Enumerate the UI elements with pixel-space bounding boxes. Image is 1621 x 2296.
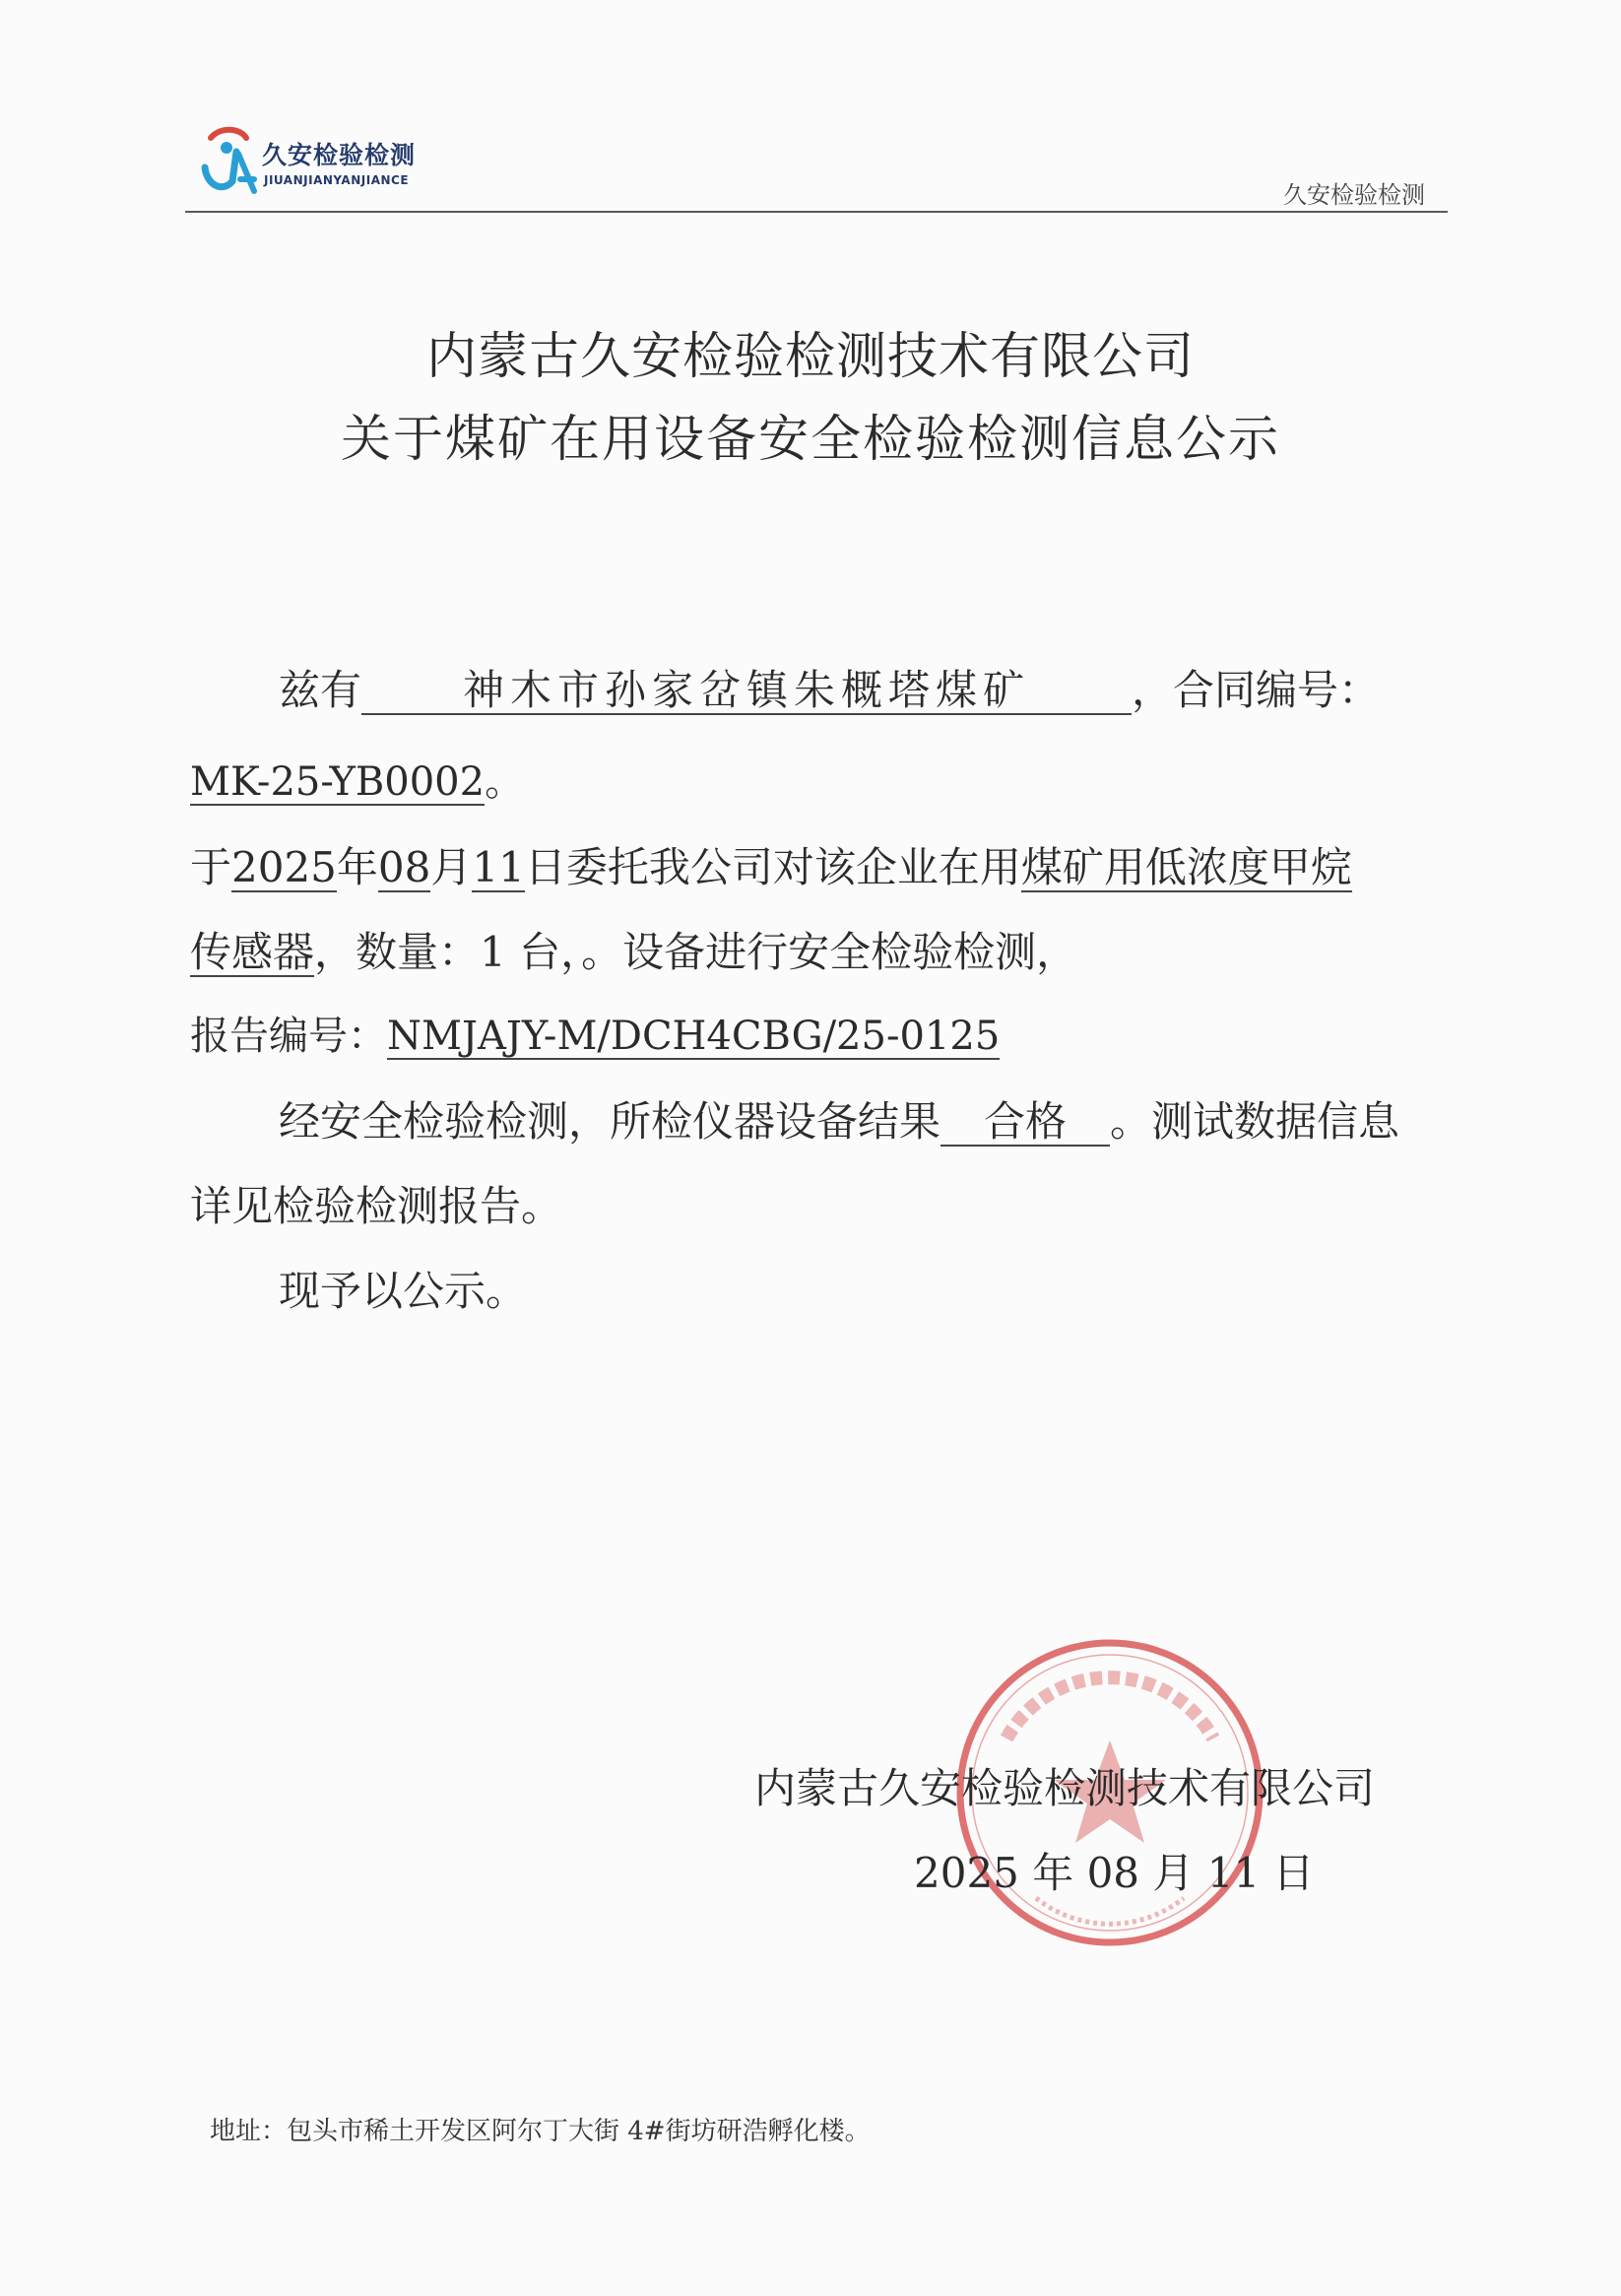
body-line-6: 经安全检验检测，所检仪器设备结果 合格 。测试数据信息 <box>279 1097 1400 1146</box>
body-line-1 <box>279 658 1380 717</box>
day-field: 11 <box>472 843 525 891</box>
logo-text-cn: 久安检验检测 <box>262 141 417 169</box>
month-field: 08 <box>377 843 431 891</box>
header-divider <box>185 211 1448 213</box>
footer-address: 地址：包头市稀土开发区阿尔丁大街 4#街坊研浩孵化楼。 <box>210 2117 871 2146</box>
signature-company: 内蒙古久安检验检测技术有限公司 <box>754 1764 1376 1812</box>
contract-label: ，合同编号： <box>1132 666 1381 714</box>
company-name-field: 神木市孙家岔镇朱概塔煤矿 <box>361 668 1132 715</box>
quantity-text: ，数量：1 台，。设备进行安全检验检测， <box>314 928 1078 976</box>
body-line-8: 现予以公示。 <box>279 1267 528 1315</box>
logo-text-en: JIUANJIANYANJIANCE <box>264 173 410 187</box>
intro-text: 兹有 <box>279 666 362 714</box>
device-name-field-cont: 传感器 <box>190 928 315 976</box>
result-field: 合格 <box>940 1099 1110 1147</box>
document-title-line2: 关于煤矿在用设备安全检验检测信息公示 <box>340 411 1280 469</box>
body-line-7: 详见检验检测报告。 <box>190 1182 563 1230</box>
report-number-field: NMJAJY-M/DCH4CBG/25-0125 <box>387 1014 1001 1059</box>
logo-mark-icon <box>197 124 260 197</box>
body-line-2: MK-25-YB0002。 <box>190 759 525 805</box>
contract-number-field: MK-25-YB0002 <box>190 759 486 805</box>
company-logo <box>197 124 453 201</box>
header-label: 久安检验检测 <box>1283 181 1425 209</box>
device-name-field: 煤矿用低浓度甲烷 <box>1020 843 1352 891</box>
year-field: 2025 <box>231 843 337 891</box>
body-line-3: 于2025年08月11日委托我公司对该企业在用煤矿用低浓度甲烷 <box>190 843 1352 891</box>
body-line-5 <box>190 1005 1000 1061</box>
body-line-4 <box>190 920 1077 979</box>
report-label: 报告编号： <box>190 1014 387 1059</box>
signature-date: 2025 年 08 月 11 日 <box>914 1849 1315 1897</box>
document-title-line1: 内蒙古久安检验检测技术有限公司 <box>425 328 1195 386</box>
